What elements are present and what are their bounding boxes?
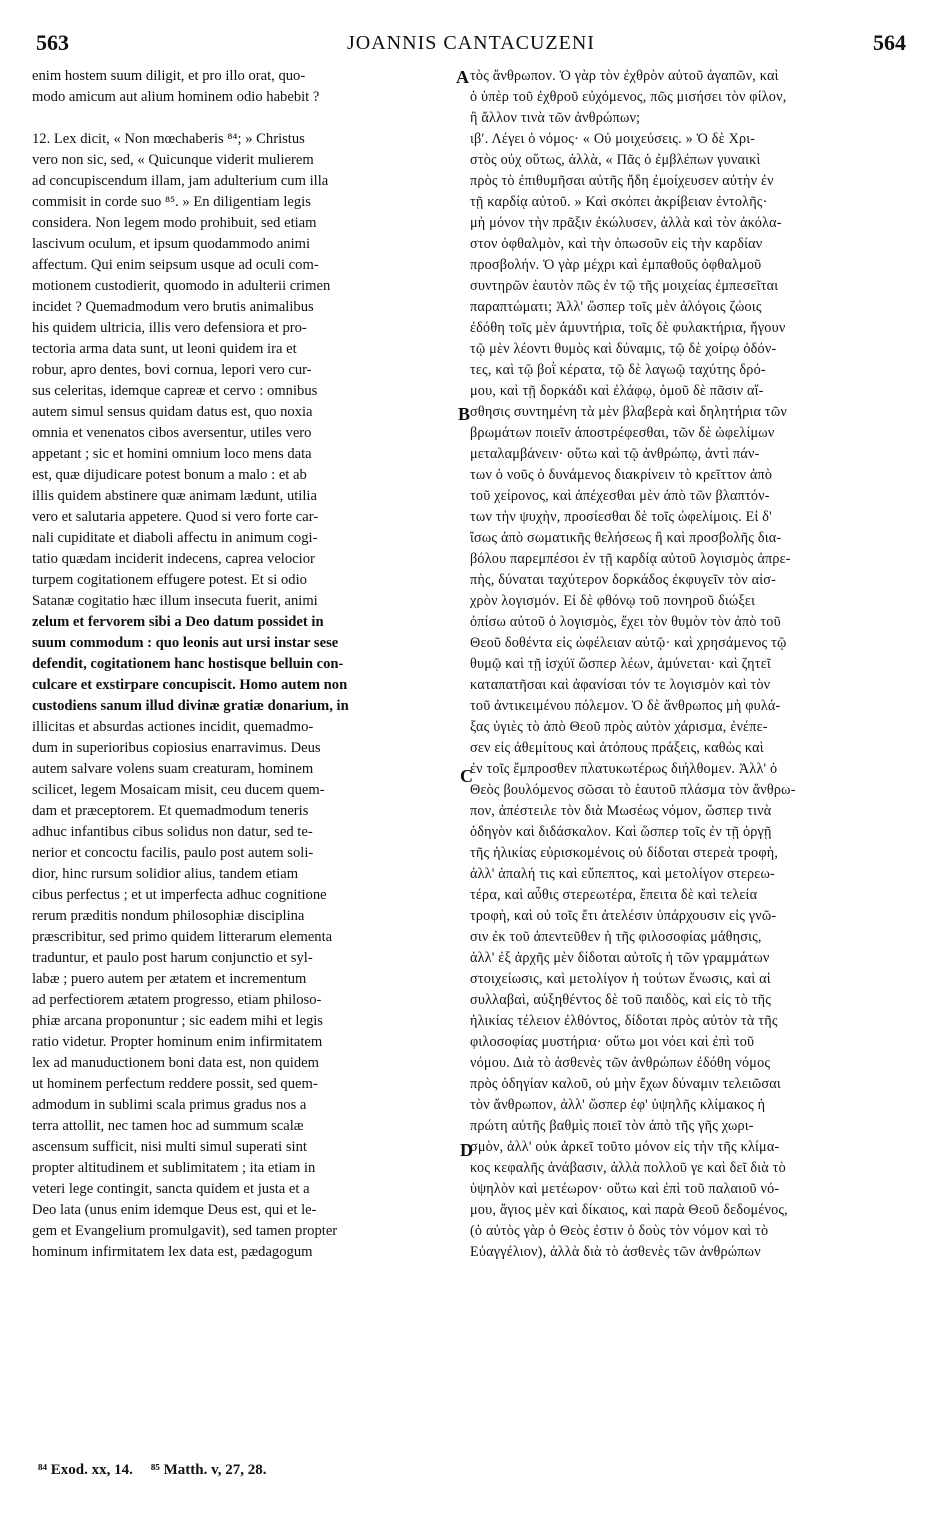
text-line: πὴς, δύναται ταχύτερον δορκάδος ἐκφυγεῖν τὸν αἰσ- bbox=[470, 572, 776, 588]
text-line: ὁδηγὸν καὶ διδάσκαλον. Καὶ ὥσπερ τοῖς ἐν τῇ ὀργῇ bbox=[470, 824, 772, 840]
text-line: motionem custodierit, quomodo in adulterii crimen bbox=[32, 278, 331, 294]
text-line: πρὸς ὁδηγίαν καλοῦ, οὐ μὴν ἔχων δύναμιν τελειῶσαι bbox=[470, 1076, 781, 1092]
text-line: τὸν ἄνθρωπον, ἀλλ' ὥσπερ ἐφ' ὑψηλῆς κλίμακος ἡ bbox=[470, 1097, 766, 1113]
text-line: τῇ καρδίᾳ αὐτοῦ. » Καὶ σκόπει ἀκρίβειαν ἐντολῆς· bbox=[470, 194, 768, 210]
text-line: propter altitudinem et sublimitatem ; ita etiam in bbox=[32, 1160, 316, 1176]
text-line: τῆς ἡλικίας εὑρισκομένοις οὐ δίδοται στερεὰ τροφὴ, bbox=[470, 845, 779, 861]
text-line: τες, καὶ τῷ βοῒ κέρατα, τῷ δὲ λαγωῷ ταχύτης δρό- bbox=[470, 362, 766, 378]
text-line: μου, ἅγιος μὲν καὶ δίκαιος, καὶ παρὰ Θεοῦ δεδομένος, bbox=[470, 1202, 788, 1218]
paragraph-gap bbox=[32, 108, 460, 129]
text-line: tectoria arma data sunt, ut leoni quidem ira et bbox=[32, 341, 297, 357]
text-line: ἴσως ἀπὸ σωματικῆς θελήσεως ἢ καὶ προσβολῆς δια- bbox=[470, 530, 782, 546]
text-line: adhuc infantibus cibus solidus non datur, sed te- bbox=[32, 824, 313, 840]
text-line: κος κεφαλῆς ἀνάβασιν, ἀλλὰ πολλοῦ γε καὶ δεῖ διὰ τὸ bbox=[470, 1160, 786, 1176]
text-line: ἐν τοῖς ἔμπροσθεν πλατυκωτέρως διήλθομεν. Ἀλλ' ὁ bbox=[470, 761, 778, 777]
footnote-84: ⁸⁴ Exod. xx, 14. bbox=[38, 1462, 133, 1478]
text-line: σθησις συντημένη τὰ μὲν βλαβερὰ καὶ δηλητήρια τῶν bbox=[470, 404, 787, 420]
text-line: ut hominem perfectum reddere possit, sed quem- bbox=[32, 1076, 318, 1092]
text-line: τροφὴ, καὶ οὐ τοῖς ἔτι ἀτελέσιν ὑπάρχουσιν εἰς γνῶ- bbox=[470, 908, 777, 924]
text-line: Θεοῦ δοθέντα εἰς ὠφέλειαν αὐτῷ· καὶ χρησάμενος τῷ bbox=[470, 635, 787, 651]
text-line: θυμῷ καὶ τῇ ἰσχύϊ ὥσπερ λέων, ἀμύνεται· καὶ ζητεῖ bbox=[470, 656, 771, 672]
text-line: suum commodum : quo leonis aut ursi instar sese bbox=[32, 635, 339, 651]
text-line: autem salvare volens suam creaturam, hominem bbox=[32, 761, 314, 777]
text-line: τέρα, καὶ αὖθις στερεωτέρα, ἔπειτα δὲ καὶ τελεία bbox=[470, 887, 758, 903]
text-line: ὁ ὑπὲρ τοῦ ἐχθροῦ εὐχόμενος, πῶς μισήσει τὸν φίλον, bbox=[470, 89, 787, 105]
text-line: ἐδόθη τοῖς μὲν ἀμυντήρια, τοῖς δὲ φυλακτήρια, ἤγουν bbox=[470, 320, 786, 336]
text-line: illicitas et absurdas actiones incidit, quemadmo- bbox=[32, 719, 314, 735]
text-line: τῷ μὲν λέοντι θυμὸς καὶ δύναμις, τῷ δὲ χοίρῳ ὀδόν- bbox=[470, 341, 777, 357]
text-line: ἡλικίας τέλειον ἐλθόντος, δίδοται πρὸς αὐτὸν τὰ τῆς bbox=[470, 1013, 778, 1029]
text-line: est, quæ dijudicare potest bonum a malo : et ab bbox=[32, 467, 307, 483]
text-line: hominum infirmitatem lex data est, pædagogum bbox=[32, 1244, 313, 1260]
text-line: Satanæ cogitatio hæc illum insecuta fuerit, animi bbox=[32, 593, 318, 609]
text-line: τοῦ χείρονος, καὶ ἀπέχεσθαι μὲν ἀπὸ τῶν βλαπτόν- bbox=[470, 488, 770, 504]
text-line: modo amicum aut alium hominem odio habebit ? bbox=[32, 89, 320, 105]
text-line: τοῦ ἀντικειμένου πόλεμον. Ὁ δὲ ἄνθρωπος μὴ φυλά- bbox=[470, 698, 781, 714]
text-line: præscribitur, sed primo quidem litterarum elementa bbox=[32, 929, 333, 945]
text-line: συντηρῶν ἑαυτὸν πῶς ἐν τῷ τῆς μοιχείας ἐμπεσεῖται bbox=[470, 278, 779, 294]
text-line: gem et Evangelium promulgavit), sed tamen propter bbox=[32, 1223, 338, 1239]
text-line: ἀλλ' ἁπαλή τις καὶ εὔπεπτος, καὶ μετολίγον στερεω- bbox=[470, 866, 775, 882]
text-line: lascivum oculum, et ipsum quodammodo animi bbox=[32, 236, 311, 252]
text-line: Θεὸς βουλόμενος σῶσαι τὸ ἑαυτοῦ πλάσμα τὸν ἄνθρω- bbox=[470, 782, 796, 798]
text-line: μεταλαμβάνειν· οὕτω καὶ τῷ ἀνθρώπῳ, ἀντὶ πάν- bbox=[470, 446, 760, 462]
page-number-left: 563 bbox=[36, 30, 69, 55]
text-line: dior, hinc rursum solidior alius, tandem etiam bbox=[32, 866, 299, 882]
text-line: vero et salutaria appetere. Quod si vero forte car- bbox=[32, 509, 319, 525]
text-line: admodum in sublimi scala primus gradus nos a bbox=[32, 1097, 307, 1113]
text-line: (ὁ αὐτὸς γὰρ ὁ Θεὸς ἐστιν ὁ δοὺς τὸν νόμον καὶ τὸ bbox=[470, 1223, 769, 1239]
text-line: custodiens sanum illud divinæ gratiæ donarium, in bbox=[32, 698, 349, 714]
text-line: rerum præditis nondum philosophiæ disciplina bbox=[32, 908, 305, 924]
text-line: ξας ὑγιὲς τὸ ἀπὸ Θεοῦ πρὸς αὐτὸν χάρισμα, ἐνέπε- bbox=[470, 719, 768, 735]
text-line: autem simul sensus quidam datus est, quo noxia bbox=[32, 404, 313, 420]
text-line: ἀλλ' ἐξ ἀρχῆς μὲν δίδοται αὐτοῖς ἡ τῶν γραμμάτων bbox=[470, 950, 770, 966]
text-line: σεν εἰς ἀθεμίτους καὶ ἀτόπους πράξεις, καθὼς καὶ bbox=[470, 740, 764, 756]
text-line: στον ὀφθαλμὸν, καὶ τὴν ὁπωσοῦν εἰς τὴν καρδίαν bbox=[470, 236, 763, 252]
text-line: omnia et venenatos cibos aversentur, utiles vero bbox=[32, 425, 312, 441]
text-line: ἢ ἄλλον τινὰ τῶν ἀνθρώπων; bbox=[470, 110, 641, 126]
text-line: zelum et fervorem sibi a Deo datum possidet in bbox=[32, 614, 324, 630]
text-line: scilicet, legem Mosaicam misit, ceu ducem quem- bbox=[32, 782, 325, 798]
text-line: νόμου. Διὰ τὸ ἀσθενὲς τῶν ἀνθρώπων ἐδόθη νόμος bbox=[470, 1055, 771, 1071]
text-line: στὸς οὐχ οὕτως, ἀλλὰ, « Πᾶς ὁ ἐμβλέπων γυναικὶ bbox=[470, 152, 761, 168]
footnote-85: ⁸⁵ Matth. v, 27, 28. bbox=[150, 1462, 267, 1478]
text-line: veteri lege contingit, sancta quidem et justa et a bbox=[32, 1181, 310, 1197]
text-line: 12. Lex dicit, « Non mœchaberis ⁸⁴; » Christus bbox=[32, 131, 305, 147]
text-line: cibus perfectus ; et ut imperfecta adhuc cognitione bbox=[32, 887, 327, 903]
text-line: σιν ἐκ τοῦ ἀπεντεῦθεν ἡ τῆς φιλοσοφίας μάθησις, bbox=[470, 929, 762, 945]
text-line: Deo lata (unus enim idemque Deus est, qui et le- bbox=[32, 1202, 317, 1218]
text-line: ad perfectiorem ætatem progresso, etiam philoso- bbox=[32, 992, 322, 1008]
text-line: χρὸν λογισμόν. Εἰ δὲ φθόνῳ τοῦ πονηροῦ διώξει bbox=[470, 593, 756, 609]
text-line: dum in superioribus copiosius enarravimus. Deus bbox=[32, 740, 321, 756]
margin-letter-c: C bbox=[460, 766, 473, 786]
greek-column bbox=[470, 66, 910, 1263]
text-line: lex ad manuductionem boni data est, non quidem bbox=[32, 1055, 319, 1071]
text-line: nerior et concoctu facilis, paulo post autem soli- bbox=[32, 845, 314, 861]
text-line: τὸς ἄνθρωπον. Ὁ γὰρ τὸν ἐχθρὸν αὐτοῦ ἀγαπῶν, καὶ bbox=[470, 68, 779, 84]
text-line: των τὴν ψυχὴν, προσίεσθαι δὲ τοῖς ὠφελίμοις. Εἰ δ' bbox=[470, 509, 772, 525]
text-line: vero non sic, sed, « Quicunque viderit mulierem bbox=[32, 152, 314, 168]
text-line: προσβολήν. Ὁ γὰρ μέχρι καὶ ἐμπαθοῦς ὀφθαλμοῦ bbox=[470, 257, 762, 273]
text-line: dam et præceptorem. Et quemadmodum teneris bbox=[32, 803, 309, 819]
text-line: terra attollit, nec tamen hoc ad summum scalæ bbox=[32, 1118, 304, 1134]
margin-letter-d: D bbox=[460, 1140, 473, 1160]
text-line: συλλαβαὶ, αὐξηθέντος δὲ τοῦ παιδὸς, καὶ εἰς τὸ τῆς bbox=[470, 992, 772, 1008]
text-line: πον, ἀπέστειλε τὸν διὰ Μωσέως νόμον, ὥσπερ τινὰ bbox=[470, 803, 772, 819]
text-line: σμὸν, ἀλλ' οὐκ ἀρκεῖ τοῦτο μόνον εἰς τὴν τῆς κλίμα- bbox=[470, 1139, 780, 1155]
running-head bbox=[36, 30, 906, 60]
running-title: JOANNIS CANTACUZENI bbox=[347, 32, 595, 54]
text-line: των ὁ νοῦς ὁ δυνάμενος διακρίνειν τὸ κρεῖττον ἀπὸ bbox=[470, 467, 773, 483]
text-line: defendit, cogitationem hanc hostisque belluin con- bbox=[32, 656, 344, 672]
text-line: φιλοσοφίας μυστήρια· οὕτω μοι νόει καὶ ἐπὶ τοῦ bbox=[470, 1034, 755, 1050]
text-line: illis quidem abstinere quæ animam lædunt, utilia bbox=[32, 488, 317, 504]
text-line: ratio videtur. Propter hominum enim infirmitatem bbox=[32, 1034, 323, 1050]
text-line: βόλου παρεμπέσοι ἐν τῇ καρδίᾳ αὐτοῦ λογισμὸς ἀπρε- bbox=[470, 551, 791, 567]
text-line: sus celeritas, idemque capreæ et cervo : omnibus bbox=[32, 383, 318, 399]
text-line: enim hostem suum diligit, et pro illo orat, quo- bbox=[32, 68, 306, 84]
text-line: ὑψηλὸν καὶ μετέωρον· οὕτω καὶ ἐπὶ τοῦ παλαιοῦ νό- bbox=[470, 1181, 780, 1197]
text-line: robur, apro dentes, bovi cornua, lepori vero cur- bbox=[32, 362, 312, 378]
text-line: his quidem ultricia, illis vero defensiora et pro- bbox=[32, 320, 307, 336]
text-line: phiæ arcana proponuntur ; sic eadem mihi et legis bbox=[32, 1013, 323, 1029]
text-line: μου, καὶ τῇ δορκάδι καὶ ἐλάφῳ, ὁμοῦ δὲ πᾶσιν αἴ- bbox=[470, 383, 764, 399]
text-line: ad concupiscendum illam, jam adulterium cum illa bbox=[32, 173, 329, 189]
text-line: nali cupiditate et diaboli affectu in animum cogi- bbox=[32, 530, 318, 546]
text-line: commisit in corde suo ⁸⁵. » En diligentiam legis bbox=[32, 194, 311, 210]
latin-column bbox=[32, 66, 460, 1263]
page-number-right: 564 bbox=[873, 30, 906, 55]
text-line: στοιχείωσις, καὶ μετολίγον ἡ τούτων ἕνωσις, καὶ αἱ bbox=[470, 971, 771, 987]
text-line: ιβʹ. Λέγει ὁ νόμος· « Οὐ μοιχεύσεις. » Ὁ δὲ Χρι- bbox=[470, 131, 756, 147]
text-line: καταπατῆσαι καὶ ἀφανίσαι τόν τε λογισμὸν καὶ τὸν bbox=[470, 677, 771, 693]
text-line: considera. Non legem modo prohibuit, sed etiam bbox=[32, 215, 317, 231]
text-line: βρωμάτων ποιεῖν ἀποστρέφεσθαι, τῶν δὲ ὠφελίμων bbox=[470, 425, 775, 441]
text-line: turpem cogitationem effugere potest. Et si odio bbox=[32, 572, 307, 588]
margin-letter-a: A bbox=[456, 67, 469, 87]
text-line: labæ ; puero autem per ætatem et incrementum bbox=[32, 971, 307, 987]
text-line: affectum. Qui enim seipsum usque ad oculi com- bbox=[32, 257, 319, 273]
text-line: traduntur, et paulo post harum conjunctio et syl- bbox=[32, 950, 313, 966]
text-line: πρὸς τὸ ἐπιθυμῆσαι αὐτῆς ἤδη ἐμοίχευσεν αὐτὴν ἐν bbox=[470, 173, 774, 189]
text-line: ὀπίσω αὐτοῦ ὁ λογισμὸς, ἔχει τὸν θυμὸν τὸν ἀπὸ τοῦ bbox=[470, 614, 781, 630]
margin-letter-b: B bbox=[458, 404, 471, 424]
text-line: culcare et exstirpare concupiscit. Homo autem non bbox=[32, 677, 348, 693]
text-line: παραπτώματι; Ἀλλ' ὥσπερ τοῖς μὲν ἀλόγοις ζώοις bbox=[470, 299, 762, 315]
text-line: appetant ; sic et homini omnium loco mens data bbox=[32, 446, 312, 462]
text-line: ascensum sufficit, nisi multi simul superati sint bbox=[32, 1139, 307, 1155]
text-line: πρώτη αὐτῆς βαθμὶς ποιεῖ τὸν ἀπὸ τῆς γῆς χωρι- bbox=[470, 1118, 754, 1134]
text-line: tatio quædam inciderit indecens, caprea velocior bbox=[32, 551, 315, 567]
text-line: μὴ μόνον τὴν πρᾶξιν ἐκώλυσεν, ἀλλὰ καὶ τὸν ἀκόλα- bbox=[470, 215, 782, 231]
text-line: Εὐαγγέλιον), ἀλλὰ διὰ τὸ ἀσθενὲς τῶν ἀνθρώπων bbox=[470, 1244, 761, 1260]
text-line: incidet ? Quemadmodum vero brutis animalibus bbox=[32, 299, 314, 315]
footnotes bbox=[38, 1462, 267, 1479]
